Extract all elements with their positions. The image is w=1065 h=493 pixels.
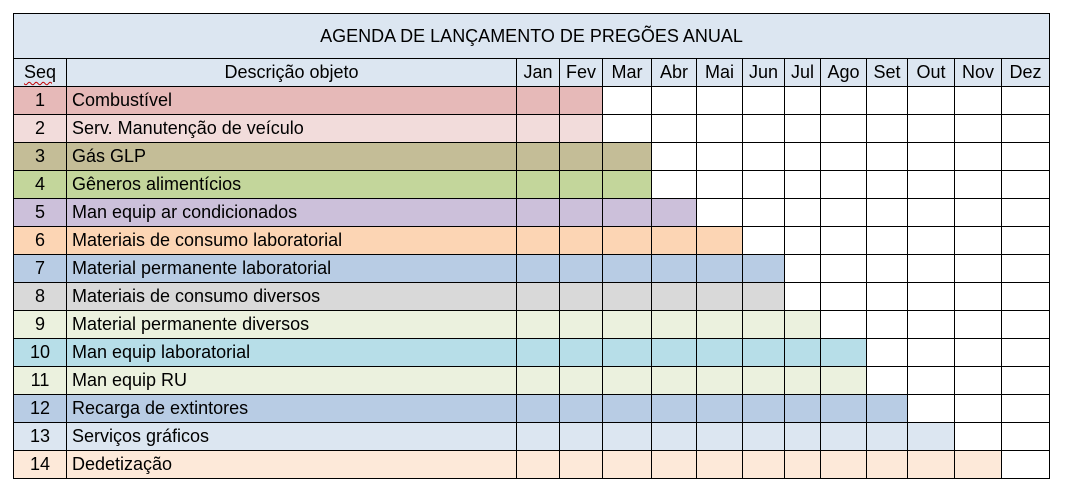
month-cell[interactable] <box>867 227 908 255</box>
header-month-jun[interactable]: Jun <box>743 59 785 87</box>
month-cell[interactable] <box>560 451 603 479</box>
month-cell[interactable] <box>908 423 955 451</box>
month-cell[interactable] <box>743 283 785 311</box>
month-cell[interactable] <box>652 339 697 367</box>
month-cell[interactable] <box>955 143 1002 171</box>
month-cell[interactable] <box>1002 423 1050 451</box>
header-row <box>14 59 1050 87</box>
month-cell[interactable] <box>517 87 560 115</box>
month-cell[interactable] <box>821 255 867 283</box>
month-cell[interactable] <box>955 339 1002 367</box>
header-month-mai[interactable]: Mai <box>697 59 743 87</box>
header-month-fev[interactable]: Fev <box>560 59 603 87</box>
month-cell[interactable] <box>517 115 560 143</box>
month-cell[interactable] <box>652 423 697 451</box>
seq-cell[interactable] <box>14 115 67 143</box>
month-cell[interactable] <box>908 143 955 171</box>
header-month-dez[interactable]: Dez <box>1002 59 1050 87</box>
description-cell[interactable]: Gêneros alimentícios <box>67 171 517 199</box>
month-cell[interactable] <box>517 283 560 311</box>
table-row <box>14 311 1050 339</box>
month-cell[interactable] <box>603 143 652 171</box>
table-row <box>14 367 1050 395</box>
header-month-out[interactable]: Out <box>908 59 955 87</box>
month-cell[interactable] <box>652 283 697 311</box>
table-row <box>14 283 1050 311</box>
month-cell[interactable] <box>517 171 560 199</box>
month-cell[interactable] <box>908 395 955 423</box>
month-cell[interactable] <box>785 255 821 283</box>
month-cell[interactable] <box>517 423 560 451</box>
month-cell[interactable] <box>785 115 821 143</box>
month-cell[interactable] <box>955 227 1002 255</box>
month-cell[interactable] <box>955 451 1002 479</box>
month-cell[interactable] <box>867 255 908 283</box>
month-cell[interactable] <box>1002 143 1050 171</box>
seq-value: 6 <box>34 230 45 250</box>
month-cell[interactable] <box>1002 87 1050 115</box>
table-row <box>14 395 1050 423</box>
month-cell[interactable] <box>908 339 955 367</box>
month-cell[interactable] <box>908 199 955 227</box>
month-cell[interactable] <box>652 451 697 479</box>
table-row <box>14 227 1050 255</box>
month-cell[interactable] <box>908 367 955 395</box>
seq-value: 14 <box>29 454 51 474</box>
month-cell[interactable] <box>821 115 867 143</box>
month-cell[interactable] <box>1002 171 1050 199</box>
month-cell[interactable] <box>743 395 785 423</box>
table-row <box>14 143 1050 171</box>
month-cell[interactable] <box>821 395 867 423</box>
table-title[interactable]: AGENDA DE LANÇAMENTO DE PREGÕES ANUAL <box>14 14 1050 59</box>
month-cell[interactable] <box>785 87 821 115</box>
month-cell[interactable] <box>955 311 1002 339</box>
month-cell[interactable] <box>652 115 697 143</box>
month-cell[interactable] <box>785 227 821 255</box>
month-cell[interactable] <box>955 199 1002 227</box>
month-cell[interactable] <box>517 339 560 367</box>
table-body <box>14 87 1050 479</box>
month-cell[interactable] <box>697 171 743 199</box>
month-cell[interactable] <box>955 87 1002 115</box>
month-cell[interactable] <box>743 367 785 395</box>
month-cell[interactable] <box>821 227 867 255</box>
month-cell[interactable] <box>1002 339 1050 367</box>
month-cell[interactable] <box>785 199 821 227</box>
seq-value: 5 <box>34 202 45 222</box>
month-cell[interactable] <box>785 395 821 423</box>
description-cell[interactable]: Serv. Manutenção de veículo <box>67 115 517 143</box>
month-cell[interactable] <box>697 255 743 283</box>
month-cell[interactable] <box>560 87 603 115</box>
month-cell[interactable] <box>908 311 955 339</box>
month-cell[interactable] <box>785 311 821 339</box>
month-cell[interactable] <box>560 171 603 199</box>
month-cell[interactable] <box>517 311 560 339</box>
month-cell[interactable] <box>743 423 785 451</box>
month-cell[interactable] <box>560 311 603 339</box>
seq-value: 9 <box>34 314 45 334</box>
month-cell[interactable] <box>1002 311 1050 339</box>
table-row <box>14 115 1050 143</box>
month-cell[interactable] <box>560 199 603 227</box>
month-cell[interactable] <box>821 311 867 339</box>
seq-value: 4 <box>34 174 45 194</box>
month-cell[interactable] <box>517 395 560 423</box>
month-cell[interactable] <box>743 255 785 283</box>
month-cell[interactable] <box>603 339 652 367</box>
description-cell[interactable]: Dedetização <box>67 451 517 479</box>
header-seq-label: Seq <box>23 62 57 82</box>
seq-cell[interactable] <box>14 283 67 311</box>
month-cell[interactable] <box>560 227 603 255</box>
description-cell[interactable]: Combustível <box>67 87 517 115</box>
month-cell[interactable] <box>1002 255 1050 283</box>
month-cell[interactable] <box>821 451 867 479</box>
month-cell[interactable] <box>785 367 821 395</box>
month-cell[interactable] <box>821 87 867 115</box>
table-row <box>14 171 1050 199</box>
header-month-ago[interactable]: Ago <box>821 59 867 87</box>
month-cell[interactable] <box>652 199 697 227</box>
month-cell[interactable] <box>652 311 697 339</box>
month-cell[interactable] <box>603 171 652 199</box>
month-cell[interactable] <box>821 423 867 451</box>
month-cell[interactable] <box>697 283 743 311</box>
month-cell[interactable] <box>908 255 955 283</box>
month-cell[interactable] <box>867 395 908 423</box>
seq-cell[interactable] <box>14 255 67 283</box>
seq-value: 8 <box>34 286 45 306</box>
pregoes-schedule-table <box>13 13 1050 479</box>
month-cell[interactable] <box>955 171 1002 199</box>
month-cell[interactable] <box>867 171 908 199</box>
month-cell[interactable] <box>652 171 697 199</box>
month-cell[interactable] <box>652 367 697 395</box>
month-cell[interactable] <box>867 423 908 451</box>
seq-cell[interactable] <box>14 143 67 171</box>
month-cell[interactable] <box>560 115 603 143</box>
month-cell[interactable] <box>908 171 955 199</box>
seq-cell[interactable] <box>14 199 67 227</box>
month-cell[interactable] <box>867 283 908 311</box>
month-cell[interactable] <box>908 115 955 143</box>
month-cell[interactable] <box>867 367 908 395</box>
month-cell[interactable] <box>1002 395 1050 423</box>
table-row <box>14 451 1050 479</box>
table-row <box>14 87 1050 115</box>
month-cell[interactable] <box>697 87 743 115</box>
month-cell[interactable] <box>603 423 652 451</box>
seq-cell[interactable] <box>14 395 67 423</box>
month-cell[interactable] <box>517 255 560 283</box>
month-cell[interactable] <box>821 339 867 367</box>
month-cell[interactable] <box>697 423 743 451</box>
month-cell[interactable] <box>697 143 743 171</box>
month-cell[interactable] <box>697 339 743 367</box>
month-cell[interactable] <box>517 451 560 479</box>
table-row <box>14 423 1050 451</box>
seq-cell[interactable] <box>14 451 67 479</box>
month-cell[interactable] <box>955 255 1002 283</box>
month-cell[interactable] <box>652 395 697 423</box>
month-cell[interactable] <box>517 367 560 395</box>
seq-value: 10 <box>29 342 51 362</box>
description-cell[interactable]: Material permanente laboratorial <box>67 255 517 283</box>
month-cell[interactable] <box>955 115 1002 143</box>
table-row <box>14 199 1050 227</box>
month-cell[interactable] <box>697 367 743 395</box>
seq-cell[interactable] <box>14 227 67 255</box>
month-cell[interactable] <box>652 255 697 283</box>
month-cell[interactable] <box>560 423 603 451</box>
month-cell[interactable] <box>821 199 867 227</box>
description-cell[interactable]: Serviços gráficos <box>67 423 517 451</box>
seq-value: 12 <box>29 398 51 418</box>
header-month-nov[interactable]: Nov <box>955 59 1002 87</box>
month-cell[interactable] <box>955 367 1002 395</box>
month-cell[interactable] <box>743 451 785 479</box>
month-cell[interactable] <box>697 199 743 227</box>
header-description[interactable]: Descrição objeto <box>67 59 517 87</box>
month-cell[interactable] <box>517 143 560 171</box>
month-cell[interactable] <box>560 395 603 423</box>
month-cell[interactable] <box>908 87 955 115</box>
month-cell[interactable] <box>560 367 603 395</box>
month-cell[interactable] <box>743 143 785 171</box>
month-cell[interactable] <box>785 339 821 367</box>
header-month-jul[interactable]: Jul <box>785 59 821 87</box>
month-cell[interactable] <box>603 311 652 339</box>
header-seq[interactable] <box>14 59 67 87</box>
month-cell[interactable] <box>867 311 908 339</box>
seq-cell[interactable] <box>14 87 67 115</box>
month-cell[interactable] <box>603 395 652 423</box>
month-cell[interactable] <box>743 199 785 227</box>
seq-value: 11 <box>30 370 50 390</box>
description-cell[interactable]: Gás GLP <box>67 143 517 171</box>
month-cell[interactable] <box>603 87 652 115</box>
month-cell[interactable] <box>908 227 955 255</box>
month-cell[interactable] <box>743 87 785 115</box>
month-cell[interactable] <box>867 199 908 227</box>
seq-value: 1 <box>34 90 45 110</box>
month-cell[interactable] <box>867 87 908 115</box>
month-cell[interactable] <box>785 423 821 451</box>
title-row <box>14 14 1050 59</box>
month-cell[interactable] <box>1002 367 1050 395</box>
month-cell[interactable] <box>821 171 867 199</box>
month-cell[interactable] <box>743 339 785 367</box>
month-cell[interactable] <box>697 395 743 423</box>
month-cell[interactable] <box>955 423 1002 451</box>
month-cell[interactable] <box>1002 227 1050 255</box>
seq-value: 13 <box>29 426 51 446</box>
month-cell[interactable] <box>517 227 560 255</box>
table-row <box>14 339 1050 367</box>
description-cell[interactable]: Materiais de consumo diversos <box>67 283 517 311</box>
month-cell[interactable] <box>560 339 603 367</box>
month-cell[interactable] <box>785 451 821 479</box>
month-cell[interactable] <box>743 227 785 255</box>
month-cell[interactable] <box>652 227 697 255</box>
month-cell[interactable] <box>517 199 560 227</box>
month-cell[interactable] <box>743 311 785 339</box>
month-cell[interactable] <box>652 143 697 171</box>
header-month-set[interactable]: Set <box>867 59 908 87</box>
month-cell[interactable] <box>821 283 867 311</box>
month-cell[interactable] <box>560 143 603 171</box>
description-cell[interactable]: Material permanente diversos <box>67 311 517 339</box>
month-cell[interactable] <box>867 451 908 479</box>
month-cell[interactable] <box>560 255 603 283</box>
seq-cell[interactable] <box>14 423 67 451</box>
month-cell[interactable] <box>603 227 652 255</box>
table-row <box>14 255 1050 283</box>
month-cell[interactable] <box>603 283 652 311</box>
header-month-mar[interactable]: Mar <box>603 59 652 87</box>
seq-cell[interactable] <box>14 311 67 339</box>
month-cell[interactable] <box>743 171 785 199</box>
month-cell[interactable] <box>743 115 785 143</box>
month-cell[interactable] <box>1002 115 1050 143</box>
month-cell[interactable] <box>785 143 821 171</box>
month-cell[interactable] <box>1002 451 1050 479</box>
description-cell[interactable]: Man equip laboratorial <box>67 339 517 367</box>
month-cell[interactable] <box>603 115 652 143</box>
description-cell[interactable]: Recarga de extintores <box>67 395 517 423</box>
month-cell[interactable] <box>1002 283 1050 311</box>
seq-cell[interactable] <box>14 171 67 199</box>
seq-value: 3 <box>34 146 45 166</box>
seq-value: 7 <box>34 258 45 278</box>
description-cell[interactable]: Man equip ar condicionados <box>67 199 517 227</box>
description-cell[interactable]: Man equip RU <box>67 367 517 395</box>
month-cell[interactable] <box>785 283 821 311</box>
month-cell[interactable] <box>652 87 697 115</box>
month-cell[interactable] <box>955 395 1002 423</box>
month-cell[interactable] <box>603 367 652 395</box>
month-cell[interactable] <box>1002 199 1050 227</box>
month-cell[interactable] <box>867 143 908 171</box>
month-cell[interactable] <box>867 115 908 143</box>
month-cell[interactable] <box>697 227 743 255</box>
month-cell[interactable] <box>908 283 955 311</box>
month-cell[interactable] <box>697 311 743 339</box>
month-cell[interactable] <box>785 171 821 199</box>
seq-value: 2 <box>34 118 45 138</box>
seq-cell[interactable] <box>14 367 67 395</box>
month-cell[interactable] <box>603 255 652 283</box>
month-cell[interactable] <box>560 283 603 311</box>
month-cell[interactable] <box>821 367 867 395</box>
month-cell[interactable] <box>697 451 743 479</box>
month-cell[interactable] <box>603 451 652 479</box>
month-cell[interactable] <box>955 283 1002 311</box>
seq-cell[interactable] <box>14 339 67 367</box>
header-month-jan[interactable]: Jan <box>517 59 560 87</box>
month-cell[interactable] <box>908 451 955 479</box>
description-cell[interactable]: Materiais de consumo laboratorial <box>67 227 517 255</box>
month-cell[interactable] <box>697 115 743 143</box>
header-month-abr[interactable]: Abr <box>652 59 697 87</box>
month-cell[interactable] <box>821 143 867 171</box>
month-cell[interactable] <box>603 199 652 227</box>
month-cell[interactable] <box>867 339 908 367</box>
